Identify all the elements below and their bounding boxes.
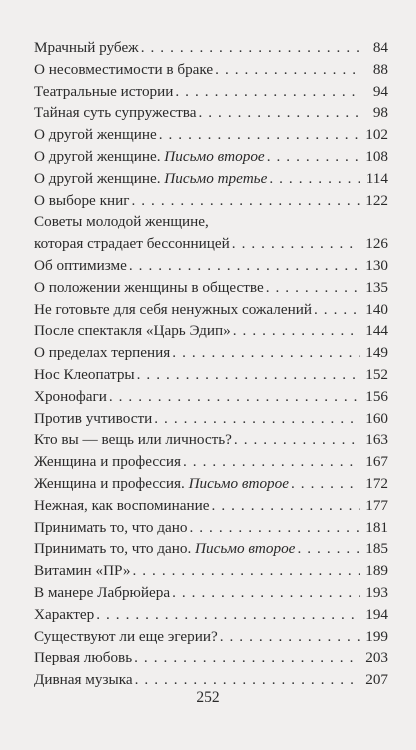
toc-entry — [34, 124, 388, 146]
toc-entry — [34, 626, 388, 648]
leader-dots — [183, 451, 360, 473]
toc-entry — [34, 386, 388, 408]
toc-entry — [34, 538, 388, 560]
toc-entry — [34, 364, 388, 386]
toc-entry-title: Тайная суть супружества — [34, 104, 197, 122]
toc-entry-page: 156 — [365, 387, 388, 405]
toc-entry-title: Женщина и профессия — [34, 453, 181, 471]
leader-dots — [189, 517, 360, 539]
toc-entry-title: Кто вы — вещь или личность? — [34, 431, 232, 449]
toc-entry — [34, 37, 388, 59]
toc-entry-page: 163 — [365, 431, 388, 449]
toc-entry-page: 130 — [365, 256, 388, 274]
toc-entry — [34, 320, 388, 342]
toc-entry — [34, 582, 388, 604]
toc-entry-title — [34, 168, 267, 190]
toc-entry-page: 207 — [365, 671, 388, 689]
toc-entry — [34, 59, 388, 81]
leader-dots — [172, 582, 360, 604]
leader-dots — [135, 669, 360, 691]
leader-dots — [267, 146, 360, 168]
leader-dots — [96, 604, 360, 626]
toc-entry-title-continued: которая страдает бессонницей — [34, 235, 230, 253]
toc-entry-page: 126 — [365, 235, 388, 253]
leader-dots — [198, 102, 360, 124]
toc-entry-title-main: Принимать то, что дано. — [34, 540, 192, 558]
toc-entry-page: 193 — [365, 583, 388, 601]
toc-entry-title-italic: Письмо второе — [188, 474, 289, 492]
toc-entry-title: О пределах терпения — [34, 344, 171, 362]
leader-dots — [215, 59, 360, 81]
toc-entry — [34, 299, 388, 321]
leader-dots — [131, 190, 360, 212]
toc-entry-title: Против учтивости — [34, 409, 153, 427]
toc-entry — [34, 146, 388, 168]
toc-entry-page: 94 — [372, 82, 388, 100]
toc-entry-page: 135 — [365, 278, 388, 296]
toc-entry-page: 172 — [365, 474, 388, 492]
toc-entry — [34, 408, 388, 430]
toc-entry-title-main: Женщина и профессия. — [34, 474, 185, 492]
toc-entry — [34, 517, 388, 539]
toc-entry-title: Характер — [34, 605, 95, 623]
toc-entry-title: Советы молодой женщине, — [34, 213, 209, 231]
toc-entry-page: 102 — [365, 126, 388, 144]
leader-dots — [134, 647, 360, 669]
toc-entry-title-italic: Письмо третье — [164, 169, 268, 187]
toc-entry-page: 149 — [365, 344, 388, 362]
leader-dots — [269, 168, 360, 190]
toc-entry — [34, 342, 388, 364]
table-of-contents — [34, 37, 388, 691]
toc-entry — [34, 102, 388, 124]
toc-entry-title: Дивная музыка — [34, 671, 133, 689]
toc-entry-title: Не готовьте для себя ненужных сожалений — [34, 300, 312, 318]
toc-entry-page: 185 — [365, 540, 388, 558]
toc-entry-title: Хронофаги — [34, 387, 107, 405]
toc-entry — [34, 255, 388, 277]
toc-entry — [34, 168, 388, 190]
toc-entry-title: Об оптимизме — [34, 256, 127, 274]
toc-entry-title-main: О другой женщине. — [34, 147, 161, 165]
toc-entry — [34, 81, 388, 103]
toc-entry-page: 88 — [372, 60, 388, 78]
leader-dots — [154, 408, 360, 430]
leader-dots — [141, 37, 360, 59]
toc-entry-page: 177 — [365, 496, 388, 514]
toc-entry-page: 98 — [372, 104, 388, 122]
toc-entry-page: 189 — [365, 562, 388, 580]
toc-entry-page: 167 — [365, 453, 388, 471]
leader-dots — [291, 473, 360, 495]
toc-entry-title-italic: Письмо второе — [164, 147, 265, 165]
toc-entry-page: 84 — [372, 39, 388, 56]
toc-entry-page: 160 — [365, 409, 388, 427]
toc-entry-page: 122 — [365, 191, 388, 209]
toc-entry-title: Нос Клеопатры — [34, 365, 135, 383]
toc-entry — [34, 495, 388, 517]
toc-entry-page: 203 — [365, 649, 388, 667]
toc-entry — [34, 669, 388, 691]
leader-dots — [233, 320, 360, 342]
leader-dots — [132, 560, 360, 582]
toc-entry — [34, 560, 388, 582]
toc-entry-title: Первая любовь — [34, 649, 133, 667]
toc-entry-title: Нежная, как воспоминание — [34, 496, 210, 514]
leader-dots — [129, 255, 360, 277]
leader-dots — [109, 386, 360, 408]
toc-entry — [34, 190, 388, 212]
leader-dots — [297, 538, 360, 560]
leader-dots — [172, 342, 360, 364]
toc-entry-title: О выборе книг — [34, 191, 130, 209]
toc-entry-page: 140 — [365, 300, 388, 318]
toc-entry-page: 199 — [365, 627, 388, 645]
toc-entry-title: Мрачный рубеж — [34, 39, 139, 56]
toc-entry-title: О положении женщины в обществе — [34, 278, 264, 296]
toc-entry-page: 114 — [365, 169, 388, 187]
page-number: 252 — [196, 689, 220, 706]
leader-dots — [212, 495, 360, 517]
toc-entry-page: 181 — [365, 518, 388, 536]
leader-dots — [314, 299, 360, 321]
toc-entry — [34, 473, 388, 495]
toc-entry-title: В манере Лабрюйера — [34, 583, 171, 601]
leader-dots — [266, 277, 360, 299]
toc-entry-title — [34, 538, 295, 560]
toc-entry-page: 152 — [365, 365, 388, 383]
leader-dots — [159, 124, 360, 146]
toc-entry — [34, 604, 388, 626]
toc-entry — [34, 277, 388, 299]
toc-entry — [34, 429, 388, 451]
toc-entry-page: 194 — [365, 605, 388, 623]
leader-dots — [234, 429, 360, 451]
leader-dots — [175, 81, 360, 103]
toc-entry-page: 144 — [365, 322, 388, 340]
toc-entry-title: О другой женщине — [34, 126, 157, 144]
leader-dots — [137, 364, 360, 386]
toc-entry — [34, 211, 388, 255]
toc-entry-title: Принимать то, что дано — [34, 518, 188, 536]
toc-entry — [34, 451, 388, 473]
toc-entry-page: 108 — [365, 147, 388, 165]
leader-dots — [232, 233, 360, 255]
toc-entry-title: Существуют ли еще эгерии? — [34, 627, 218, 645]
toc-entry-title: Театральные истории — [34, 82, 174, 100]
toc-entry-title — [34, 473, 289, 495]
toc-entry — [34, 647, 388, 669]
toc-entry-title: После спектакля «Царь Эдип» — [34, 322, 231, 340]
toc-entry-title-italic: Письмо второе — [195, 540, 296, 558]
leader-dots — [220, 626, 360, 648]
toc-entry-title — [34, 146, 265, 168]
toc-entry-title: О несовместимости в браке — [34, 60, 214, 78]
toc-entry-title: Витамин «ПР» — [34, 562, 131, 580]
toc-entry-title-main: О другой женщине. — [34, 169, 161, 187]
